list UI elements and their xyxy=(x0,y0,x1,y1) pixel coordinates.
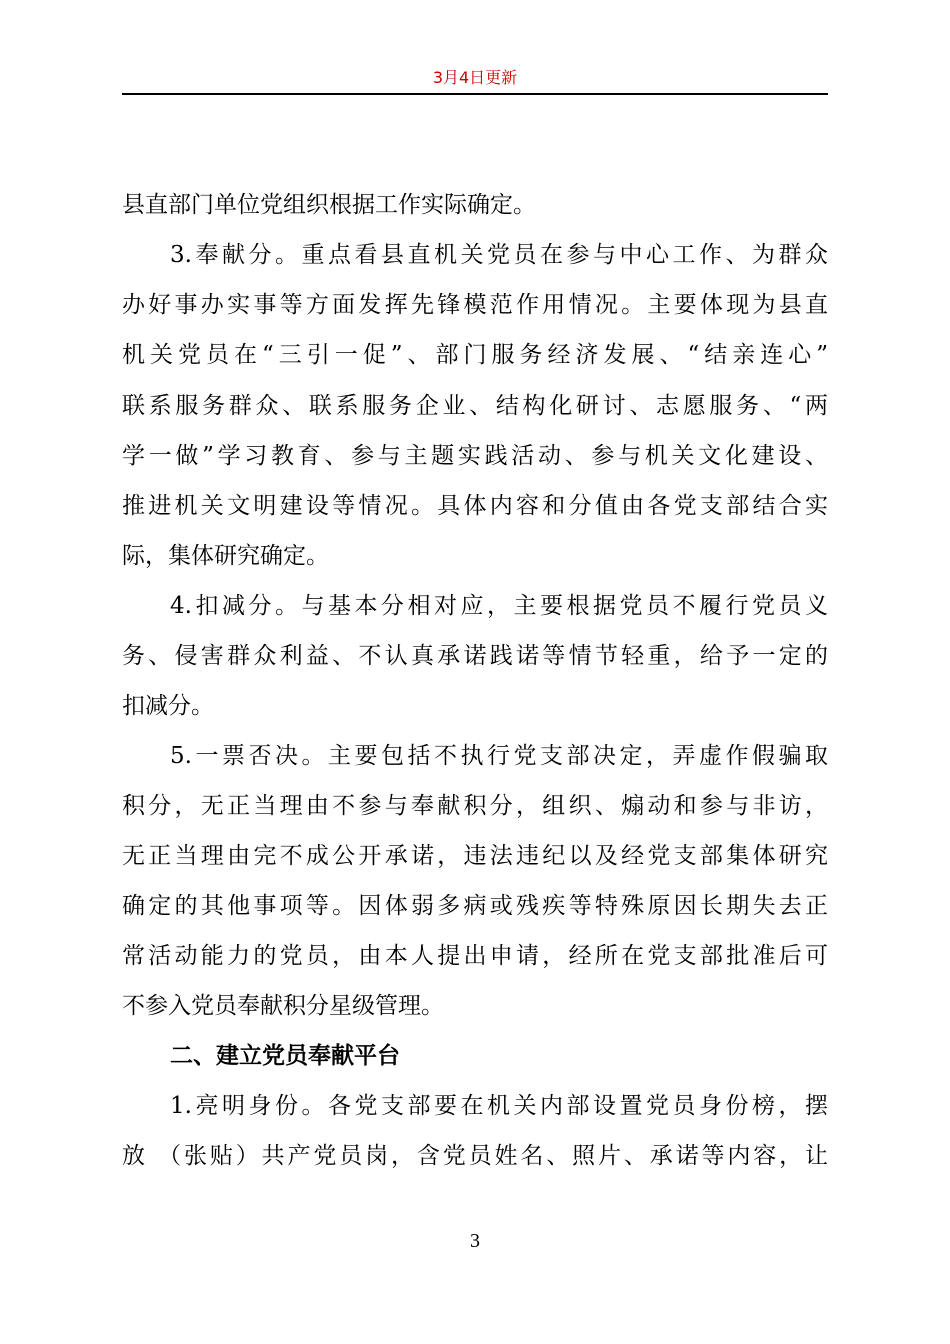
paragraph-line: 办好事办实事等方面发挥先锋模范作用情况。主要体现为县直 xyxy=(122,292,828,318)
paragraph-line: 3.奉献分。重点看县直机关党员在参与中心工作、为群众 xyxy=(170,242,828,268)
paragraph-line: 务、侵害群众利益、不认真承诺践诺等情节轻重，给予一定的 xyxy=(122,643,828,669)
paragraph-line: 放 （张贴）共产党员岗，含党员姓名、照片、承诺等内容，让 xyxy=(122,1143,828,1169)
page-number: 3 xyxy=(470,1230,480,1252)
paragraph-line: 际，集体研究确定。 xyxy=(122,543,329,569)
section-heading: 二、建立党员奉献平台 xyxy=(170,1042,400,1069)
paragraph-line: 机关党员在“三引一促”、部门服务经济发展、“结亲连心” xyxy=(122,342,828,368)
paragraph-line: 联系服务群众、联系服务企业、结构化研讨、志愿服务、“两 xyxy=(122,393,828,419)
paragraph-line: 学一做”学习教育、参与主题实践活动、参与机关文化建设、 xyxy=(122,443,828,469)
paragraph-line: 扣减分。 xyxy=(122,693,214,719)
paragraph-line: 不参入党员奉献积分星级管理。 xyxy=(122,993,444,1019)
paragraph-line: 县直部门单位党组织根据工作实际确定。 xyxy=(122,192,536,218)
paragraph-line: 5.一票否决。主要包括不执行党支部决定，弄虚作假骗取 xyxy=(170,743,828,769)
header-divider xyxy=(122,93,828,95)
paragraph-line: 常活动能力的党员，由本人提出申请，经所在党支部批准后可 xyxy=(122,943,828,969)
paragraph-line: 积分，无正当理由不参与奉献积分，组织、煽动和参与非访， xyxy=(122,793,828,819)
page-header: 3月4日更新 xyxy=(432,68,518,87)
paragraph-line: 确定的其他事项等。因体弱多病或残疾等特殊原因长期失去正 xyxy=(122,893,828,919)
paragraph-line: 无正当理由完不成公开承诺，违法违纪以及经党支部集体研究 xyxy=(122,843,828,869)
paragraph-line: 4.扣减分。与基本分相对应，主要根据党员不履行党员义 xyxy=(170,593,828,619)
paragraph-line: 推进机关文明建设等情况。具体内容和分值由各党支部结合实 xyxy=(122,493,828,519)
paragraph-line: 1.亮明身份。各党支部要在机关内部设置党员身份榜，摆 xyxy=(170,1093,828,1119)
